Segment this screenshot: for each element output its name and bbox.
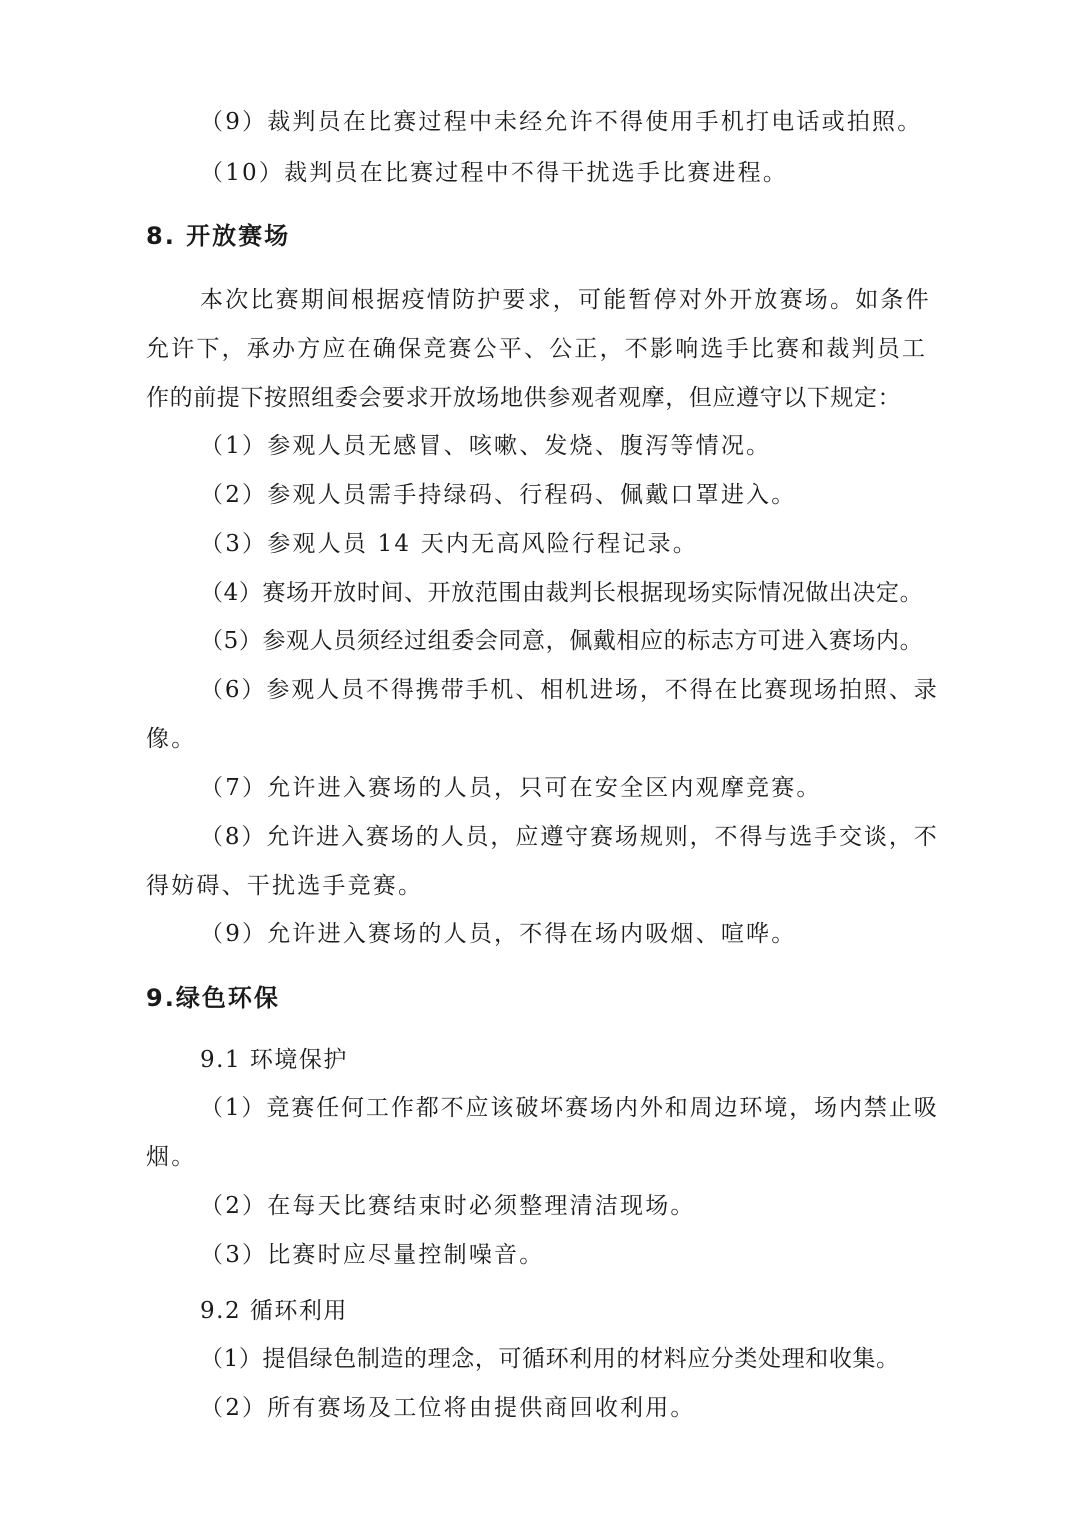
environment-rule-2: （2）在每天比赛结束时必须整理清洁现场。	[200, 1193, 696, 1219]
visitor-rule-4: （4）赛场开放时间、开放范围由裁判长根据现场实际情况做出决定。	[200, 580, 924, 606]
subsection-heading-recycling: 9.2 循环利用	[200, 1298, 348, 1324]
environment-rule-1-cont: 烟。	[146, 1144, 197, 1170]
visitor-rule-6-cont: 像。	[146, 726, 197, 752]
subsection-heading-environment: 9.1 环境保护	[200, 1047, 348, 1073]
visitor-rule-6: （6）参观人员不得携带手机、相机进场，不得在比赛现场拍照、录	[200, 677, 939, 703]
paragraph-line: 本次比赛期间根据疫情防护要求，可能暂停对外开放赛场。如条件	[200, 287, 931, 313]
visitor-rule-5: （5）参观人员须经过组委会同意，佩戴相应的标志方可进入赛场内。	[200, 628, 924, 654]
environment-rule-3: （3）比赛时应尽量控制噪音。	[200, 1242, 545, 1268]
visitor-rule-3: （3）参观人员 14 天内无高风险行程记录。	[200, 531, 698, 557]
section-heading-green: 9.绿色环保	[146, 984, 280, 1012]
recycling-rule-2: （2）所有赛场及工位将由提供商回收利用。	[200, 1395, 696, 1421]
visitor-rule-8: （8）允许进入赛场的人员，应遵守赛场规则，不得与选手交谈，不	[200, 824, 939, 850]
paragraph-line: 作的前提下按照组委会要求开放场地供参观者观摩，但应遵守以下规定：	[146, 385, 902, 411]
visitor-rule-1: （1）参观人员无感冒、咳嗽、发烧、腹泻等情况。	[200, 433, 772, 459]
section-heading-open-venue: 8. 开放赛场	[146, 222, 291, 250]
environment-rule-1: （1）竞赛任何工作都不应该破坏赛场内外和周边环境，场内禁止吸	[200, 1095, 939, 1121]
rule-item-10-referee-interference: （10）裁判员在比赛过程中不得干扰选手比赛进程。	[200, 160, 789, 186]
visitor-rule-8-cont: 得妨碍、干扰选手竞赛。	[146, 873, 424, 899]
visitor-rule-7: （7）允许进入赛场的人员，只可在安全区内观摩竞赛。	[200, 775, 822, 801]
visitor-rule-2: （2）参观人员需手持绿码、行程码、佩戴口罩进入。	[200, 482, 797, 508]
rule-item-9-referee-phone: （9）裁判员在比赛过程中未经允许不得使用手机打电话或拍照。	[200, 109, 923, 135]
recycling-rule-1: （1）提倡绿色制造的理念，可循环利用的材料应分类处理和收集。	[200, 1346, 900, 1372]
paragraph-line: 允许下，承办方应在确保竞赛公平、公正，不影响选手比赛和裁判员工	[146, 336, 928, 362]
visitor-rule-9: （9）允许进入赛场的人员，不得在场内吸烟、喧哗。	[200, 921, 797, 947]
